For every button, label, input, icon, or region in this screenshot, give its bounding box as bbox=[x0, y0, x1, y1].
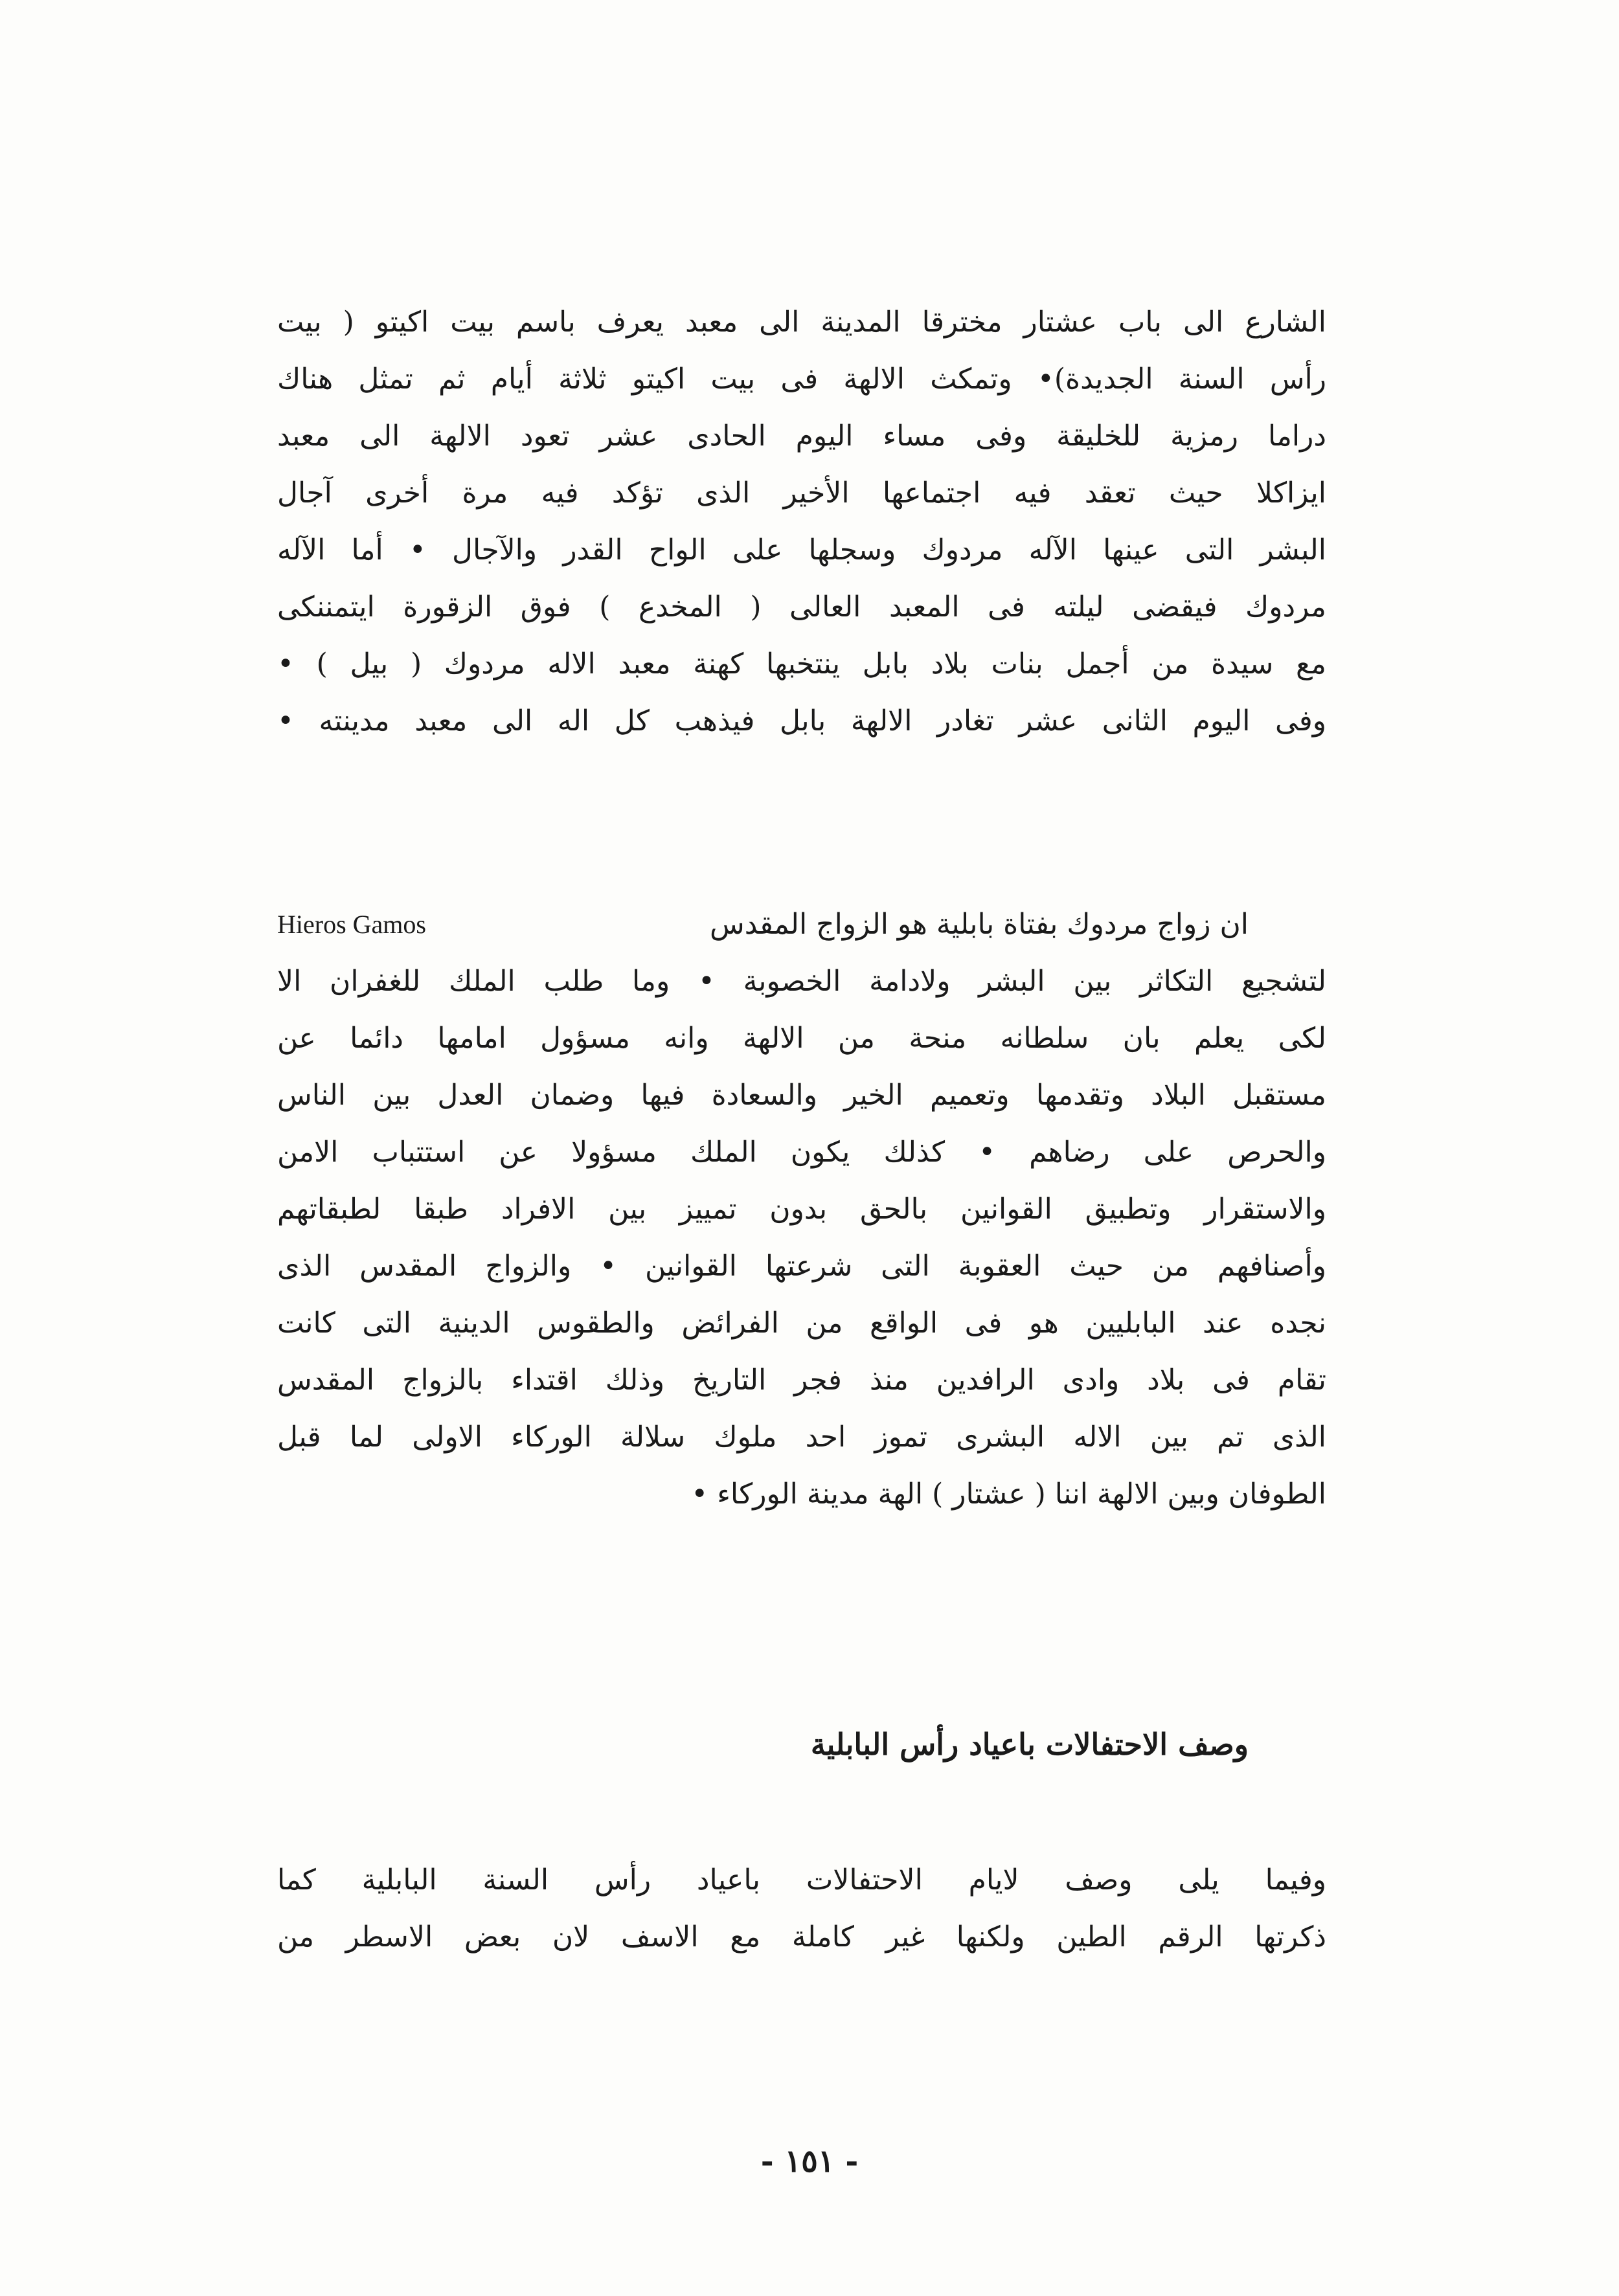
text-line: مستقبل البلاد وتقدمها وتعميم الخير والسعادة فيها وضمان العدل بين الناس bbox=[277, 1079, 1326, 1112]
text-line: ذكرتها الرقم الطين ولكنها غير كاملة مع الاسف لان بعض الاسطر من bbox=[277, 1920, 1326, 1953]
text-line: نجده عند البابليين هو فى الواقع من الفرائض والطقوس الدينية التى كانت bbox=[277, 1307, 1326, 1340]
text-line: الذى تم بين الاله البشرى تموز احد ملوك سلالة الوركاء الاولى لما قبل bbox=[277, 1421, 1326, 1454]
paragraph-2-first-line bbox=[277, 896, 1326, 953]
text-line: دراما رمزية للخليقة وفى مساء اليوم الحادى عشر تعود الالهة الى معبد bbox=[277, 420, 1326, 453]
text-line: ان زواج مردوك بفتاة بابلية هو الزواج المقدس bbox=[710, 908, 1249, 941]
paragraph-2 bbox=[277, 896, 1326, 1523]
text-line: مع سيدة من أجمل بنات بلاد بابل ينتخبها كهنة معبد الاله مردوك ( بيل ) • bbox=[277, 647, 1326, 681]
latin-term: Hieros Gamos bbox=[277, 910, 426, 939]
text-line: رأس السنة الجديدة)• وتمكث الالهة فى بيت اكيتو ثلاثة أيام ثم تمثل هناك bbox=[277, 363, 1326, 396]
text-line: وفيما يلى وصف لايام الاحتفالات باعياد رأس السنة البابلية كما bbox=[277, 1863, 1326, 1896]
text-line: ايزاكلا حيث تعقد فيه اجتماعها الأخير الذى تؤكد فيه مرة أخرى آجال bbox=[277, 477, 1326, 510]
text-line: والاستقرار وتطبيق القوانين بالحق بدون تمييز بين الافراد طبقا لطبقاتهم bbox=[277, 1193, 1326, 1226]
text-line: الشارع الى باب عشتار مخترقا المدينة الى معبد يعرف باسم بيت اكيتو ( بيت bbox=[277, 306, 1326, 339]
text-line: والحرص على رضاهم • كذلك يكون الملك مسؤولا عن استتباب الامن bbox=[277, 1136, 1326, 1169]
text-line: مردوك فيقضى ليلته فى المعبد العالى ( المخدع ) فوق الزقورة ايتمننكى bbox=[277, 591, 1326, 624]
text-line: البشر التى عينها الآله مردوك وسجلها على الواح القدر والآجال • أما الآله bbox=[277, 534, 1326, 567]
text-line: لكى يعلم بان سلطانه منحة من الالهة وانه مسؤول امامها دائما عن bbox=[277, 1022, 1326, 1055]
paragraph-1 bbox=[277, 294, 1326, 750]
text-line: وأصنافهم من حيث العقوبة التى شرعتها القوانين • والزواج المقدس الذى bbox=[277, 1250, 1326, 1283]
text-line: وفى اليوم الثانى عشر تغادر الالهة بابل فيذهب كل اله الى معبد مدينته • bbox=[277, 704, 1326, 737]
text-line: تقام فى بلاد وادى الرافدين منذ فجر التاريخ وذلك اقتداء بالزواج المقدس bbox=[277, 1364, 1326, 1397]
text-line: الطوفان وبين الالهة اننا ( عشتار ) الهة مدينة الوركاء • bbox=[691, 1478, 1326, 1511]
text-line: لتشجيع التكاثر بين البشر ولادامة الخصوبة • وما طلب الملك للغفران الا bbox=[277, 965, 1326, 998]
section-heading: وصف الاحتفالات باعياد رأس البابلية bbox=[810, 1727, 1249, 1762]
page-number: - ١٥١ - bbox=[760, 2143, 859, 2179]
paragraph-3 bbox=[277, 1852, 1326, 1966]
